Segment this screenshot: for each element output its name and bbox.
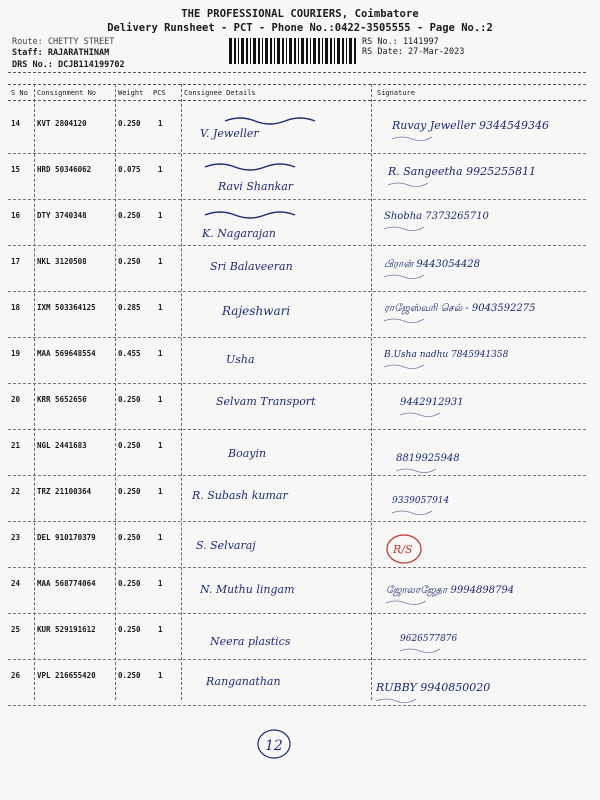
handwriting [0,293,600,339]
row-separator [8,429,586,430]
col-pcs: PCS [153,89,166,97]
strikeout-mark [225,118,315,124]
row-pcs: 1 [158,349,163,358]
row-pcs: 1 [158,671,163,680]
row-sno: 17 [11,257,21,266]
table-row [0,293,600,339]
row-consignee: Ranganathan [206,675,281,688]
barcode-bar [318,38,320,64]
table-row [0,385,600,431]
handwriting [0,661,600,707]
strikeout-mark [205,164,295,170]
table-row [0,431,600,477]
table-row [0,339,600,385]
handwriting [0,477,600,523]
handwriting [0,615,600,661]
row-signature: Shobha 7373265710 [384,211,489,222]
row-pcs: 1 [158,533,163,542]
row-pcs: 1 [158,303,163,312]
col-signature: Signature [377,89,415,97]
row-pcs: 1 [158,487,163,496]
company-title: THE PROFESSIONAL COURIERS, Coimbatore [181,8,419,20]
handwriting [0,569,600,615]
row-weight: 0.075 [118,165,141,174]
row-weight: 0.250 [118,671,141,680]
signature-flourish [400,649,440,653]
barcode [229,38,357,64]
row-consignee: Boayin [228,447,267,460]
row-consignment: HRD 50346062 [37,165,92,174]
row-consignee: Ravi Shankar [218,180,294,193]
row-consignment: IXM 503364125 [37,303,96,312]
barcode-bar [289,38,292,64]
barcode-bar [253,38,256,64]
barcode-bar [229,38,232,64]
row-pcs: 1 [158,395,163,404]
table-row [0,615,600,661]
table-row [0,201,600,247]
row-signature: RUBBY 9940850020 [376,681,491,694]
row-signature: 9339057914 [392,496,450,506]
signature-flourish [392,137,432,141]
row-sno: 20 [11,395,21,404]
row-signature: 9442912931 [400,397,464,408]
row-separator [8,705,586,706]
rs-date: RS Date: 27-Mar-2023 [362,47,465,57]
barcode-bar [337,38,340,64]
row-weight: 0.250 [118,625,141,634]
strikeout-mark [205,212,295,218]
row-pcs: 1 [158,211,163,220]
signature-flourish [400,413,440,417]
row-sno: 14 [11,119,21,128]
barcode-bar [322,38,323,64]
row-consignee: R. Subash kumar [192,489,288,502]
barcode-bar [310,38,311,64]
row-consignment: KRR 5652656 [37,395,87,404]
row-sno: 18 [11,303,21,312]
row-consignment: DEL 910170379 [37,533,96,542]
row-signature: ராஜேஸ்வரி செல் - 9043592275 [384,303,536,314]
drs-label: DRS No.: DCJB114199702 [12,60,125,70]
barcode-bar [325,38,328,64]
row-signature: பிரான் 9443054428 [384,259,481,270]
row-consignee: K. Nagarajan [202,227,276,240]
row-consignment: KUR 529191612 [37,625,96,634]
handwriting [0,431,600,477]
row-weight: 0.455 [118,349,141,358]
row-sno: 19 [11,349,21,358]
row-pcs: 1 [158,119,163,128]
row-separator [8,659,586,660]
row-sno: 22 [11,487,21,496]
barcode-bar [342,38,344,64]
row-consignment: VPL 216655420 [37,671,96,680]
row-consignee: V. Jeweller [200,127,259,140]
table-row [0,155,600,201]
signature-flourish [384,275,424,279]
row-weight: 0.250 [118,441,141,450]
row-consignee: S. Selvaraj [196,539,256,552]
row-signature: 8819925948 [396,453,460,464]
barcode-bar [354,38,356,64]
signature-flourish [376,699,416,703]
route-label: Route: CHETTY STREET [12,37,115,47]
signature-flourish [396,469,436,473]
row-consignment: DTY 3740348 [37,211,87,220]
row-pcs: 1 [158,579,163,588]
barcode-bar [262,38,263,64]
rs-number: RS No.: 1141997 [362,37,439,47]
handwriting [0,247,600,293]
row-weight: 0.285 [118,303,141,312]
barcode-bar [294,38,296,64]
row-pcs: 1 [158,165,163,174]
row-sno: 16 [11,211,21,220]
signature-flourish [384,365,424,369]
barcode-bar [277,38,280,64]
barcode-bar [274,38,275,64]
row-weight: 0.250 [118,533,141,542]
handwritten-page-number [254,725,294,761]
col-weight: Weight [118,89,144,97]
row-weight: 0.250 [118,211,141,220]
table-row [0,247,600,293]
row-signature: R. Sangeetha 9925255811 [388,165,537,178]
row-weight: 0.250 [118,119,141,128]
row-signature: ஜோலாஜேதா 9994898794 [386,585,515,596]
barcode-bar [349,38,352,64]
row-pcs: 1 [158,441,163,450]
row-consignee: Selvam Transport [216,395,316,408]
row-consignment: MAA 568774064 [37,579,96,588]
row-separator [8,613,586,614]
row-separator [8,337,586,338]
barcode-bar [301,38,304,64]
barcode-bar [313,38,316,64]
row-weight: 0.250 [118,257,141,266]
barcode-bar [265,38,268,64]
barcode-bar [258,38,260,64]
barcode-bar [238,38,239,64]
handwriting [0,385,600,431]
signature-flourish [384,319,424,323]
row-sno: 21 [11,441,21,450]
row-signature: B.Usha nadhu 7845941358 [384,350,509,360]
handwriting [0,109,600,155]
row-consignee: Usha [226,353,255,366]
row-separator [8,567,586,568]
row-weight: 0.250 [118,395,141,404]
barcode-bar [286,38,287,64]
row-signature: R/S [393,543,413,556]
row-signature: 9626577876 [400,634,458,644]
barcode-bar [282,38,284,64]
table-row [0,477,600,523]
handwriting [0,155,600,201]
row-separator [8,291,586,292]
handwriting [0,523,600,569]
barcode-bar [270,38,272,64]
col-sno: S No [11,89,28,97]
table-row [0,523,600,569]
handwriting [0,201,600,247]
row-separator [8,153,586,154]
barcode-bar [250,38,251,64]
table-row [0,109,600,155]
barcode-bar [246,38,248,64]
barcode-bar [234,38,236,64]
row-sno: 24 [11,579,21,588]
staff-label: Staff: RAJARATHINAM [12,48,110,58]
barcode-bar [346,38,347,64]
col-consignment: Consignment No [37,89,97,97]
row-consignee: Neera plastics [210,635,291,648]
row-consignee: N. Muthu lingam [200,583,295,596]
table-row [0,661,600,707]
row-consignment: KVT 2804120 [37,119,87,128]
barcode-bar [241,38,244,64]
row-signature: Ruvay Jeweller 9344549346 [392,119,549,132]
row-consignee: Rajeshwari [222,304,291,318]
row-pcs: 1 [158,625,163,634]
row-consignment: NKL 3120508 [37,257,87,266]
svg-text:12: 12 [265,738,283,754]
barcode-bar [330,38,332,64]
row-consignment: MAA 569648554 [37,349,96,358]
signature-flourish [384,227,424,231]
row-separator [8,245,586,246]
row-consignment: TRZ 21100364 [37,487,92,496]
row-consignment: NGL 2441683 [37,441,87,450]
row-weight: 0.250 [118,579,141,588]
handwriting [0,339,600,385]
row-separator [8,383,586,384]
row-sno: 15 [11,165,21,174]
barcode-bar [298,38,299,64]
row-weight: 0.250 [118,487,141,496]
row-consignee: Sri Balaveeran [210,260,293,273]
row-separator [8,199,586,200]
row-separator [8,475,586,476]
signature-flourish [388,183,428,187]
table-row [0,569,600,615]
col-consignee: Consignee Details [184,89,256,97]
row-sno: 25 [11,625,21,634]
signature-flourish [386,601,426,605]
signature-flourish [392,511,432,515]
row-separator [8,521,586,522]
row-sno: 23 [11,533,21,542]
row-pcs: 1 [158,257,163,266]
barcode-bar [306,38,308,64]
barcode-bar [334,38,335,64]
row-sno: 26 [11,671,21,680]
runsheet-title: Delivery Runsheet - PCT - Phone No.:0422-3505555 - Page No.:2 [107,22,493,34]
